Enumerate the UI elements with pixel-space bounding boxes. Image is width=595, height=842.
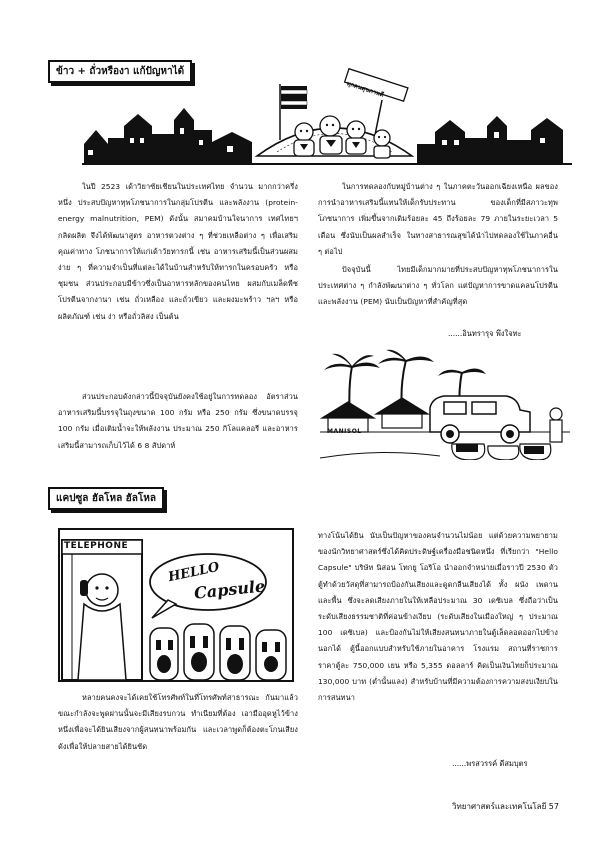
illustrator-signature: MANISOL [327,428,362,435]
article2-col2-p1: ทางโน้นได้ยิน นับเป็นปัญหาของคนจำนวนไม่น้อย แต่ด้วยความพยายามของนักวิทยาศาสตร์ซึ่งได้คิดประดิษฐ์เครื่องมือชนิดหนึ่ง ที่เรียกว่า "Hello Capsule" บริษัท นิสอน โทกยู โอริโอ นำออกจำหน่ายเมื่อราวปี 2530 ตัวตู้ทำด้วยวัสดุที่สามารถป้องกันเสียงและดูดกลืนเสียงได้ ทั้ง ผนัง เพดาน และพื้น ซึ่งจะลดเสียงภายในให้เหลือประมาณ 30 เดซิเบล ซึ่งถือว่าเป็นระดับเสียงธรรมชาติที่ค่อนข้างเงียบ (ระดับเสียงในเมืองใหญ่ ๆ ประมาณ 100 เดซิเบล) และป้องกันไม่ให้เสียงสนทนาภายในตู้เล็ดลอดออกไปข้างนอกได้ ตู้นี้ออกแบบสำหรับใช้ภายในอาคาร โรงแรม สถานที่ราชการ ราคาตู้ละ 750,000 เยน หรือ 5,355 ดอลลาร์ คิดเป็นเงินไทยก็ประมาณ 130,000 บาท (ต่ำนั้นแลง) สำหรับบ้านที่มีความต้องการความสงบเงียบในการสนทนา [318,531,558,703]
article1-col2-p1: ในการทดลองกับหมู่บ้านต่าง ๆ ในภาคตะวันออกเฉียงเหนือ ผลของการนำอาหารเสริมนี้แทนให้เด็กรับประทาน ของเด็กที่มีสภาวะทุพโภชนาการ เพิ่มขึ้นจากเดิมร้อยละ 45 ถึงร้อยละ 79 ภายในระยะเวลา 5 เดือน ซึ่งนับเป็นผลสำเร็จ ในทางสาธารณสุขได้นำไปทดลองใช้ในภาคอื่น ๆ ต่อไป [318,182,558,256]
article1-col1-p1: ในปี 2523 เด้าวิยาซัยเชียนในประเทศไทย จำนวน มากกว่าครึ่งหนึ่ง ประสบปัญหาทุพโภชนาการในกลุ่มโปรตีน และพลังงาน (protein-energy malnutrition, PEM) ดังนั้น สมาคมบ้านใจนาการ เทศไทยฯ กลิดผลิต จึงได้พัฒนาสูตร อาหารตวงต่าง ๆ ที่ช่วยเหลือต่าง ๆ เพื่อเสริมคุณค่าทาง โภชนาการให้แก่เด้าวัยทารกนี้ เช่น อาหารเสริมนี้เป็นส่วนผสม ง่าย ๆ ที่ความจำเป็นที่แต่ละได้ในบ้านสำหรับให้ทารกในครอบครัว หรือชุมชน ส่วนประกอบมีข้าวซึ่งเป็นอาหารหลักของคนไทย ผสมกับเมล็ดพืชโปรตีนจากงานา เช่น ถั่วเหลือง และถั่วเขียว และผงมะพร้าว ฯลฯ หรือผลิตภัณฑ์ เช่น ง่า หรือถั่วลิสง เป็นต้น [58,182,298,321]
speech-bubble-line2: Capsule [193,576,266,603]
article2-heading-text: แคปซูล ฮัลโหล ฮัลโหล [56,493,157,504]
page-footer: วิทยาศาสตร์และเทคโนโลยี 57 [452,802,559,811]
article1-heading-text: ข้าว + ถั่วหรืองา แก้ปัญหาได้ [56,66,185,77]
illustration-village-car [320,348,570,460]
phone-sign-text: TELEPHONE [64,541,129,551]
illustration-phone-booth [58,528,294,682]
flag-sign-text: ทุกคนสุขภาพดี [345,80,385,99]
article1-col2-p2: ปัจจุบันนี้ ไทยมีเด็กมากมายที่ประสบปัญหาทุพโภชนาการในประเทศต่าง ๆ กำลังพัฒนาต่าง ๆ ทั่วโลก แต่ปัญหาการขาดแคลนโปรตีนและพลังงาน (PEM) นับเป็นปัญหาที่สำคัญที่สุด [318,265,558,307]
article1-col1-p2: ส่วนประกอบดังกล่าวนี้ปัจจุบันยังคงใช้อยู่ในการทดลอง อัตราส่วน อาหารเสริมนี้บรรจุในถุงขนาด 100 กรัม หรือ 250 กรัม ซึ่งขนาดบรรจุ 100 กรัม เมื่อเติมน้ำจะให้พลังงาน ประมาณ 250 กิโลแคลอรี และอาหารเสริมนี้สามารถเก็บไว้ได้ 6 8 สัปดาห์ [58,392,298,450]
article2-signature: ......พรสวรรค์ ดีสมบุตร [452,759,528,768]
illustration-skyline [82,60,572,168]
article2-heading [48,487,164,510]
article2-col1-p1: หลายคนคงจะได้เคยใช้โทรศัพท์ในที่โทรศัพท์สาธารณะ กันมาแล้ว ขณะกำลังจะพูดผ่านนั้นจะมีเสียงรบกวน ทำเนียมที่ต้อง เอามืออุดหูไว้ข้างหนึ่งเพื่อจะได้ยินเสียงจากผู้สนทนาพร้อมกัน และเวลาพูดก็ต้องตะโกนเสียงดังเพื่อให้ปลายสายได้ยินชัด [58,693,298,751]
article1-signature: ......อินทรารุจ พึงใจทะ [448,329,522,338]
speech-bubble-line1: HELLO [167,559,221,586]
